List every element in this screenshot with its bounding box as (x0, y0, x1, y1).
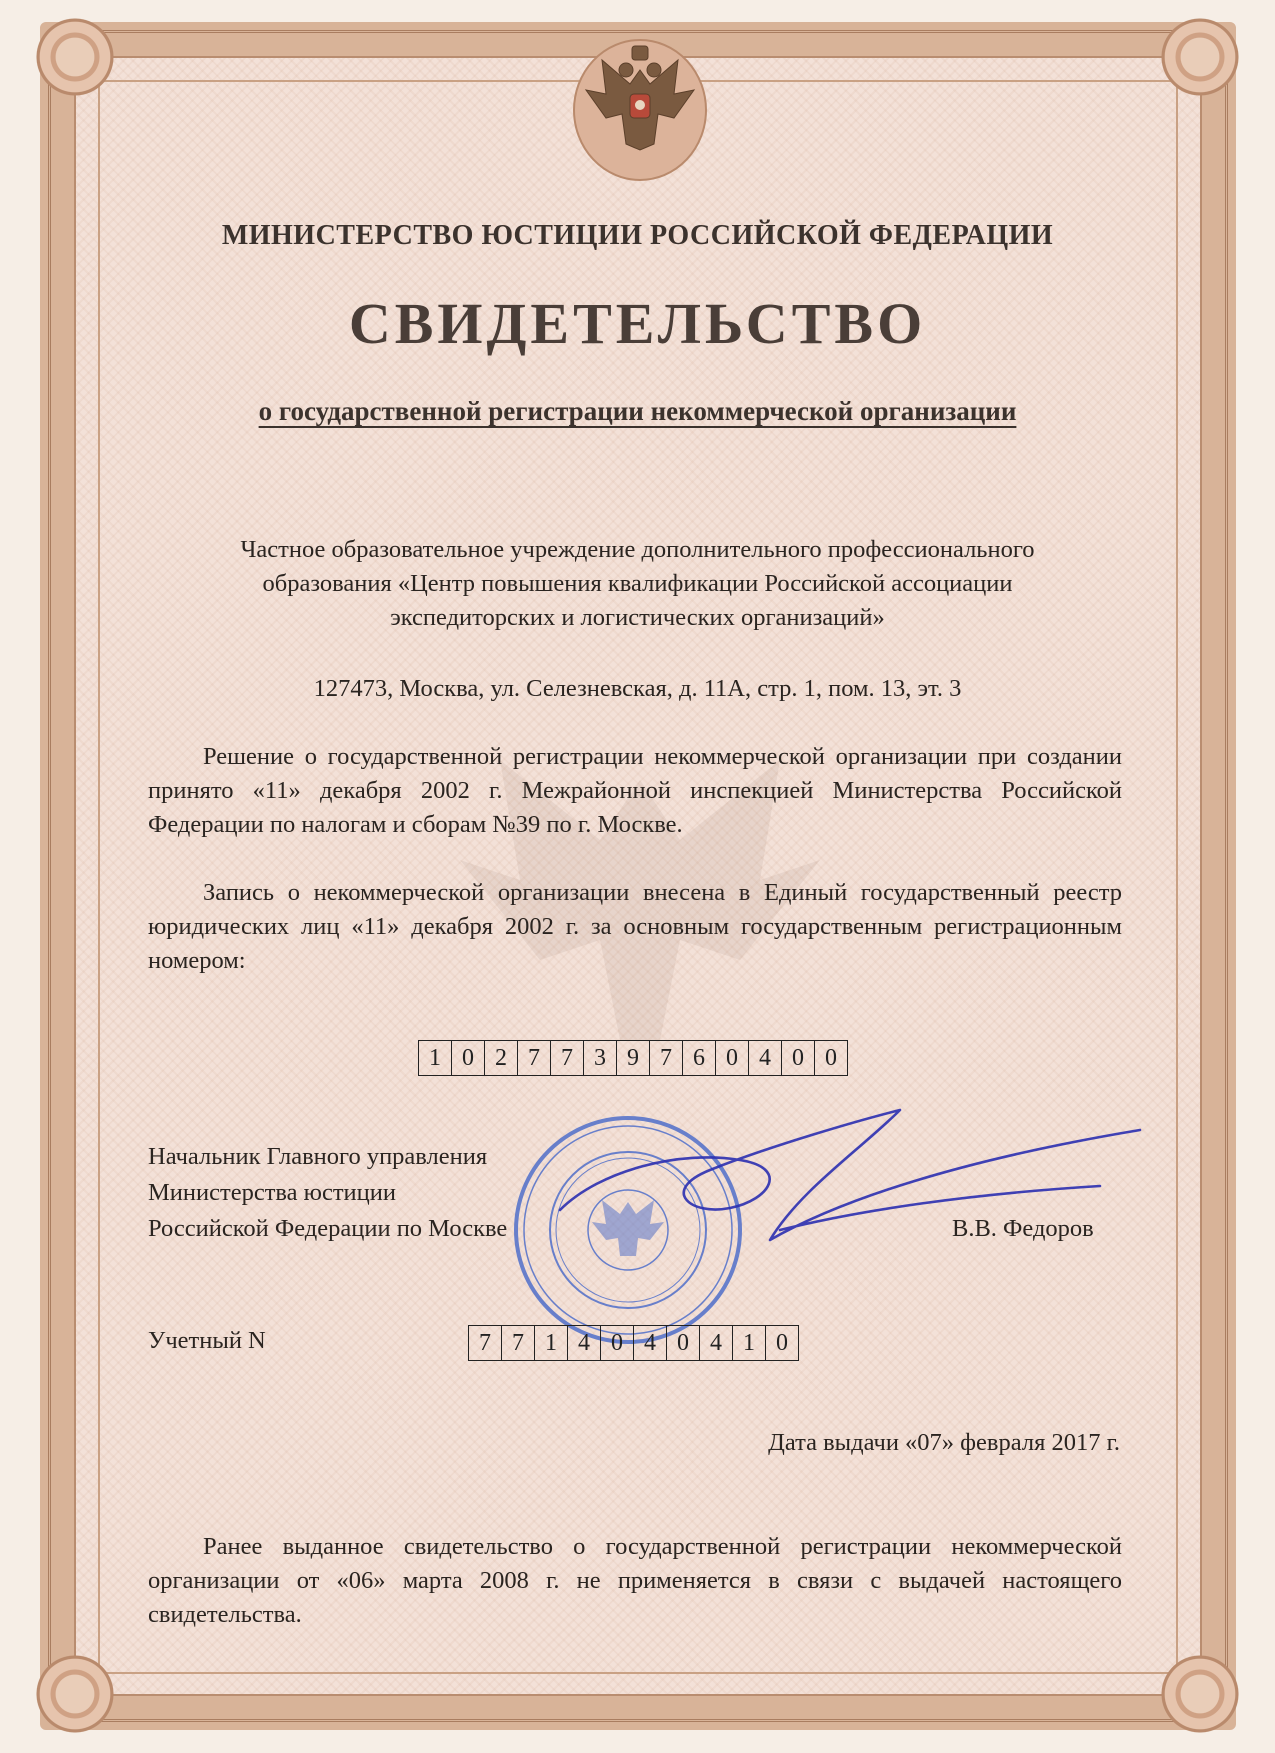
record-text: Запись о некоммерческой организации внесена в Единый государственный реестр юридических лиц «11» декабря 2002 г. за основным государственным регистрационным номером: (148, 879, 1122, 974)
ogrn-digit: 7 (650, 1041, 683, 1075)
signatory-name: В.В. Федоров (952, 1215, 1094, 1242)
org-name-line-1: Частное образовательное учреждение дополнительного профессионального (240, 536, 1035, 563)
account-digit: 1 (733, 1326, 766, 1360)
decision-paragraph (148, 740, 1122, 842)
corner-ornament (30, 1649, 120, 1739)
org-address: 127473, Москва, ул. Селезневская, д. 11А, стр. 1, пом. 13, эт. 3 (313, 675, 962, 702)
account-digit: 1 (535, 1326, 568, 1360)
certificate-subtitle: о государственной регистрации некоммерческой организации (258, 396, 1017, 426)
account-digit: 4 (634, 1326, 667, 1360)
ogrn-number-boxes (418, 1040, 848, 1076)
signatory-title-line-1: Начальник Главного управления (148, 1143, 488, 1170)
previous-note-text: Ранее выданное свидетельство о государственной регистрации некоммерческой организации от «06» марта 2008 г. не применяется в связи с выдачей настоящего свидетельства. (148, 1533, 1122, 1628)
account-digit: 0 (776, 1330, 788, 1356)
previous-certificate-note (148, 1530, 1122, 1632)
ogrn-digit: 0 (782, 1041, 815, 1075)
decision-text: Решение о государственной регистрации некоммерческой организации при создании принято «11» декабря 2002 г. Межрайонной инспекцией Министерства Российской Федерации по налогам и сборам №39 по г. Москве. (148, 743, 1122, 838)
ogrn-digit: 9 (617, 1041, 650, 1075)
ogrn-digit: 4 (749, 1041, 782, 1075)
ogrn-digit: 7 (518, 1041, 551, 1075)
corner-ornament (1155, 1649, 1245, 1739)
corner-ornament (1155, 12, 1245, 102)
issue-date: Дата выдачи «07» февраля 2017 г. (768, 1429, 1120, 1456)
account-digit: 0 (667, 1326, 700, 1360)
corner-ornament (30, 12, 120, 102)
ogrn-digit: 1 (419, 1041, 452, 1075)
double-headed-eagle-icon (570, 32, 710, 182)
certificate-title: СВИДЕТЕЛЬСТВО (348, 291, 927, 356)
signatory-title-line-2: Министерства юстиции (148, 1179, 396, 1206)
ministry-heading: МИНИСТЕРСТВО ЮСТИЦИИ РОССИЙСКОЙ ФЕДЕРАЦИИ (221, 220, 1054, 251)
ogrn-digit: 6 (683, 1041, 716, 1075)
account-digit: 4 (568, 1326, 601, 1360)
account-number-label: Учетный N (148, 1327, 266, 1354)
account-number-boxes (468, 1325, 799, 1361)
ogrn-digit: 0 (452, 1041, 485, 1075)
ogrn-digit: 0 (825, 1045, 837, 1071)
org-name-line-3: экспедиторских и логистических организаций» (390, 604, 885, 631)
record-paragraph (148, 876, 1122, 978)
signatory-title-line-3: Российской Федерации по Москве (148, 1215, 508, 1242)
ogrn-digit: 3 (584, 1041, 617, 1075)
org-name-line-2: образования «Центр повышения квалификации Российской ассоциации (262, 570, 1013, 597)
handwritten-signature-icon (540, 1090, 1160, 1310)
ogrn-digit: 2 (485, 1041, 518, 1075)
account-digit: 4 (700, 1326, 733, 1360)
account-digit: 7 (502, 1326, 535, 1360)
ogrn-digit: 7 (551, 1041, 584, 1075)
ogrn-digit: 0 (716, 1041, 749, 1075)
account-digit: 7 (469, 1326, 502, 1360)
account-digit: 0 (601, 1326, 634, 1360)
